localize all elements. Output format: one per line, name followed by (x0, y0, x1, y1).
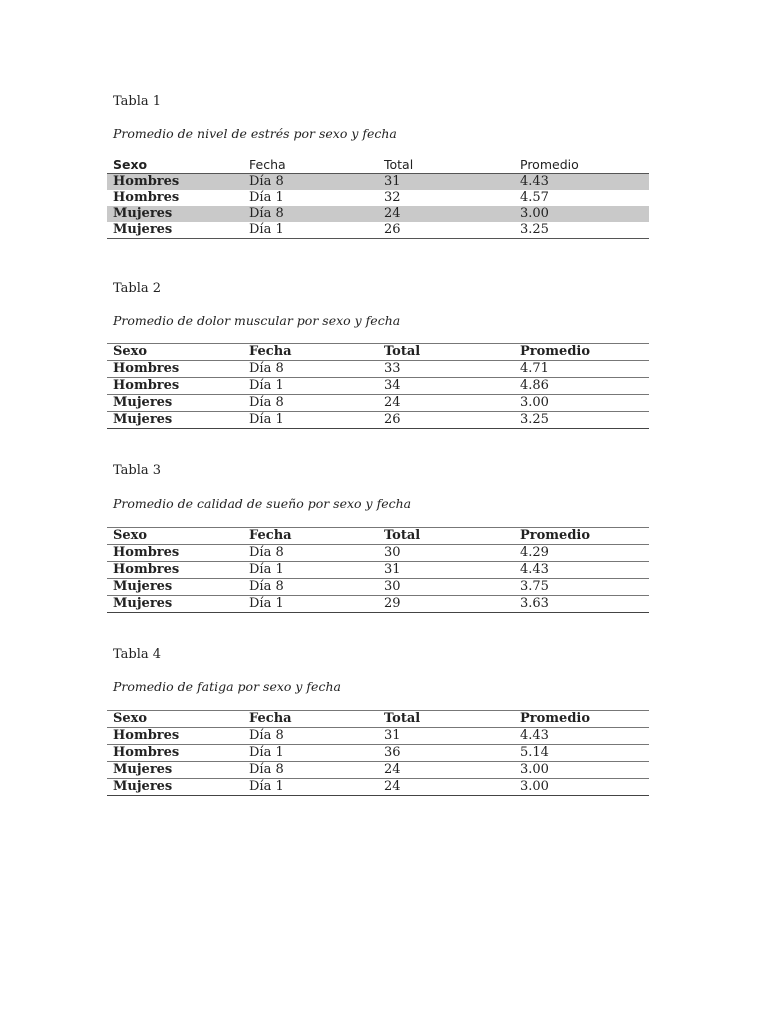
column-header-promedio: Promedio (520, 344, 591, 359)
table-header-row (107, 157, 649, 174)
column-header-total: Total (384, 711, 421, 726)
table-row (107, 361, 649, 378)
table-header-row (107, 528, 649, 545)
cell-total: 24 (384, 395, 401, 410)
table-caption: Promedio de fatiga por sexo y fecha (113, 679, 341, 694)
cell-total: 33 (384, 361, 401, 376)
cell-promedio: 5.14 (520, 745, 549, 760)
cell-total: 36 (384, 745, 401, 760)
table-row (107, 412, 649, 429)
table-caption: Promedio de calidad de sueño por sexo y fecha (113, 496, 412, 511)
cell-fecha: Día 1 (249, 222, 284, 237)
cell-fecha: Día 1 (249, 745, 284, 760)
cell-fecha: Día 8 (249, 728, 284, 743)
table-row (107, 206, 649, 222)
cell-fecha: Día 1 (249, 596, 284, 611)
table-row (107, 222, 649, 239)
data-table (107, 710, 649, 796)
table-number: Tabla 2 (113, 281, 162, 296)
cell-promedio: 4.71 (520, 361, 549, 376)
column-header-fecha: Fecha (249, 344, 292, 359)
cell-sexo: Mujeres (113, 412, 173, 427)
table-row (107, 745, 649, 762)
cell-sexo: Hombres (113, 190, 180, 205)
table-row (107, 190, 649, 206)
cell-sexo: Mujeres (113, 779, 173, 794)
table-row (107, 378, 649, 395)
cell-fecha: Día 1 (249, 190, 284, 205)
column-header-sexo: Sexo (113, 711, 148, 726)
table-header-row (107, 344, 649, 361)
cell-total: 29 (384, 596, 401, 611)
table-row (107, 596, 649, 613)
data-table (107, 527, 649, 613)
cell-promedio: 3.00 (520, 395, 549, 410)
table-row (107, 762, 649, 779)
cell-sexo: Hombres (113, 545, 180, 560)
table-header-row (107, 711, 649, 728)
cell-total: 31 (384, 728, 401, 743)
table-row (107, 395, 649, 412)
cell-total: 24 (384, 206, 401, 221)
table-row (107, 174, 649, 191)
column-header-promedio: Promedio (520, 711, 591, 726)
cell-promedio: 4.57 (520, 190, 549, 205)
cell-sexo: Hombres (113, 728, 180, 743)
table-caption: Promedio de nivel de estrés por sexo y fecha (113, 126, 397, 141)
cell-total: 31 (384, 562, 401, 577)
table-number: Tabla 3 (113, 463, 162, 478)
column-header-total: Total (384, 528, 421, 543)
column-header-promedio: Promedio (520, 157, 579, 172)
cell-promedio: 3.75 (520, 579, 549, 594)
cell-fecha: Día 8 (249, 579, 284, 594)
cell-total: 34 (384, 378, 401, 393)
cell-sexo: Hombres (113, 174, 180, 189)
cell-promedio: 4.43 (520, 174, 549, 189)
cell-fecha: Día 1 (249, 378, 284, 393)
column-header-sexo: Sexo (113, 157, 148, 172)
cell-sexo: Hombres (113, 562, 180, 577)
cell-promedio: 3.00 (520, 779, 549, 794)
cell-fecha: Día 1 (249, 562, 284, 577)
cell-promedio: 3.25 (520, 412, 549, 427)
cell-fecha: Día 1 (249, 779, 284, 794)
column-header-total: Total (384, 344, 421, 359)
cell-promedio: 3.00 (520, 762, 549, 777)
cell-promedio: 4.86 (520, 378, 549, 393)
cell-total: 24 (384, 762, 401, 777)
cell-sexo: Mujeres (113, 579, 173, 594)
cell-total: 26 (384, 222, 401, 237)
cell-sexo: Mujeres (113, 222, 173, 237)
cell-promedio: 3.25 (520, 222, 549, 237)
cell-fecha: Día 8 (249, 395, 284, 410)
column-header-fecha: Fecha (249, 528, 292, 543)
table-row (107, 562, 649, 579)
table-row (107, 728, 649, 745)
column-header-sexo: Sexo (113, 528, 148, 543)
cell-total: 32 (384, 190, 401, 205)
table-row (107, 779, 649, 796)
table-row (107, 545, 649, 562)
cell-promedio: 4.29 (520, 545, 549, 560)
table-caption: Promedio de dolor muscular por sexo y fecha (113, 313, 401, 328)
cell-fecha: Día 8 (249, 361, 284, 376)
cell-promedio: 3.00 (520, 206, 549, 221)
column-header-sexo: Sexo (113, 344, 148, 359)
cell-fecha: Día 8 (249, 206, 284, 221)
table-number: Tabla 1 (113, 94, 162, 109)
cell-promedio: 4.43 (520, 728, 549, 743)
cell-promedio: 4.43 (520, 562, 549, 577)
cell-total: 24 (384, 779, 401, 794)
table-number: Tabla 4 (113, 647, 162, 662)
cell-fecha: Día 1 (249, 412, 284, 427)
cell-fecha: Día 8 (249, 762, 284, 777)
cell-sexo: Mujeres (113, 206, 173, 221)
table-row (107, 579, 649, 596)
cell-total: 30 (384, 545, 401, 560)
cell-sexo: Hombres (113, 361, 180, 376)
column-header-fecha: Fecha (249, 711, 292, 726)
column-header-total: Total (384, 157, 414, 172)
cell-sexo: Hombres (113, 745, 180, 760)
column-header-promedio: Promedio (520, 528, 591, 543)
cell-sexo: Mujeres (113, 395, 173, 410)
column-header-fecha: Fecha (249, 157, 286, 172)
cell-total: 30 (384, 579, 401, 594)
cell-sexo: Mujeres (113, 596, 173, 611)
cell-fecha: Día 8 (249, 174, 284, 189)
cell-total: 26 (384, 412, 401, 427)
cell-sexo: Mujeres (113, 762, 173, 777)
cell-total: 31 (384, 174, 401, 189)
cell-promedio: 3.63 (520, 596, 549, 611)
cell-sexo: Hombres (113, 378, 180, 393)
data-table (107, 343, 649, 429)
data-table (107, 157, 649, 239)
cell-fecha: Día 8 (249, 545, 284, 560)
